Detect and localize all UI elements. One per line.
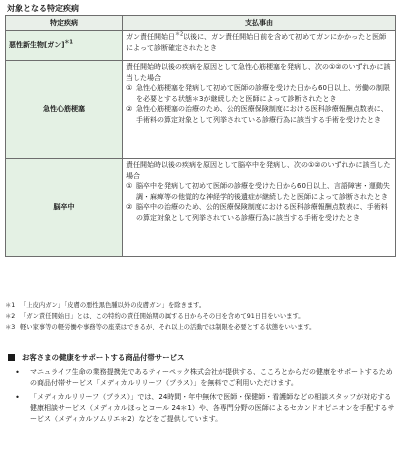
condition-text: 脳卒中を発病して初めて医師の診療を受けた日から60日以上、言語障害・運動失調・麻痺等の他覚的な神経学的後遺症が継続したと医師によって診断されたとき [136, 182, 390, 201]
condition-item [126, 181, 392, 202]
services-heading [5, 350, 395, 364]
footnote-mark: ＊2 [175, 31, 184, 38]
condition-item [126, 202, 392, 223]
payment-reason-cell [123, 159, 396, 257]
disease-name: 悪性新生物[ガン] [9, 41, 65, 50]
header-disease: 特定疾病 [6, 16, 123, 31]
condition-text: 急性心筋梗塞を発病して初めて医師の診療を受けた日から60日以上、労働の制限を必要とする状態＊3が継続したと医師によって診断されたとき [136, 84, 390, 103]
list-item [5, 367, 395, 389]
page-title: 対象となる特定疾病 [7, 4, 79, 13]
services-title: お客さまの健康をサポートする商品付帯サービス [22, 352, 185, 362]
square-bullet-icon [8, 354, 15, 361]
condition-number: ② [126, 105, 133, 114]
disease-name: 脳卒中 [53, 203, 75, 212]
footnote-mark: ＊2 [5, 313, 16, 320]
footnotes [5, 300, 395, 333]
footnote-mark: ＊1 [64, 39, 73, 46]
table-row [6, 61, 396, 159]
table-row [6, 31, 396, 61]
condition-item [126, 83, 392, 104]
payment-reason-intro: 責任開始時以後の疾病を原因として脳卒中を発病し、次の①②のいずれかに該当した場合 [126, 161, 391, 180]
payment-reason-text-rest: 以後に、ガン責任開始日前を含めて初めてガンにかかったと医師によって診断確定されたとき [126, 33, 387, 52]
services-section [5, 350, 395, 425]
footnote [5, 300, 395, 311]
condition-number: ① [126, 84, 133, 93]
payment-reason-cell [123, 61, 396, 159]
bullet-icon: • [15, 368, 20, 377]
service-text: マニュライフ生命の業務提携先であるティーペック株式会社が提供する、こころとからだの健康をサポートするための商品付帯サービス「メディカルリリーフ（プラス）」を無料でご利用いただけます。 [30, 368, 393, 387]
footnote [5, 311, 395, 322]
disease-name-cell [6, 31, 123, 61]
footnote-text: 軽い家事等の軽労働や事務等の座業はできるが、それ以上の活動では制限を必要とする状態をいいます。 [20, 324, 316, 331]
disease-name-cell [6, 159, 123, 257]
condition-number: ① [126, 182, 133, 191]
service-text: 「メディカルリリーフ（プラス）」では、24時間・年中無休で医師・保健師・看護師などの相談スタッフが対応する健康相談サービス（メディカルほっとコール 24＊1）や、各専門分野の医師によるセカンドオピニオンを手配するサービス（メディカルソムリエ＊2）などをご提供しています。 [30, 393, 395, 423]
condition-item [126, 104, 392, 125]
disease-name: 急性心筋梗塞 [43, 105, 85, 114]
payment-reason-text: ガン責任開始日 [126, 33, 175, 41]
header-payment-reason: 支払事由 [123, 16, 396, 31]
bullet-icon: • [15, 393, 20, 402]
condition-text: 急性心筋梗塞の治療のため、公的医療保険制度における医科診療報酬点数表に、手術料の算定対象として列挙されている診療行為に該当する手術を受けたとき [136, 105, 388, 124]
condition-number: ② [126, 203, 133, 212]
footnote-text: 「上皮内ガン」「皮膚の悪性黒色腫以外の皮膚ガン」を除きます。 [20, 302, 206, 309]
payment-reason-intro: 責任開始時以後の疾病を原因として急性心筋梗塞を発病し、次の①②のいずれかに該当した場合 [126, 63, 391, 82]
footnote [5, 322, 395, 333]
footnote-mark: ＊3 [5, 324, 16, 331]
table-row [6, 159, 396, 257]
payment-reason-cell [123, 31, 396, 61]
list-item [5, 392, 395, 425]
table-header-row [6, 16, 396, 31]
disease-table [5, 15, 396, 257]
disease-name-cell [6, 61, 123, 159]
footnote-text: 「ガン責任開始日」とは、この特約の責任開始期の属する日からその日を含めて91日目をいいます。 [20, 313, 305, 320]
condition-text: 脳卒中の治療のため、公的医療保険制度における医科診療報酬点数表に、手術料の算定対象として列挙されている診療行為に該当する手術を受けたとき [136, 203, 388, 222]
footnote-mark: ＊1 [5, 302, 16, 309]
